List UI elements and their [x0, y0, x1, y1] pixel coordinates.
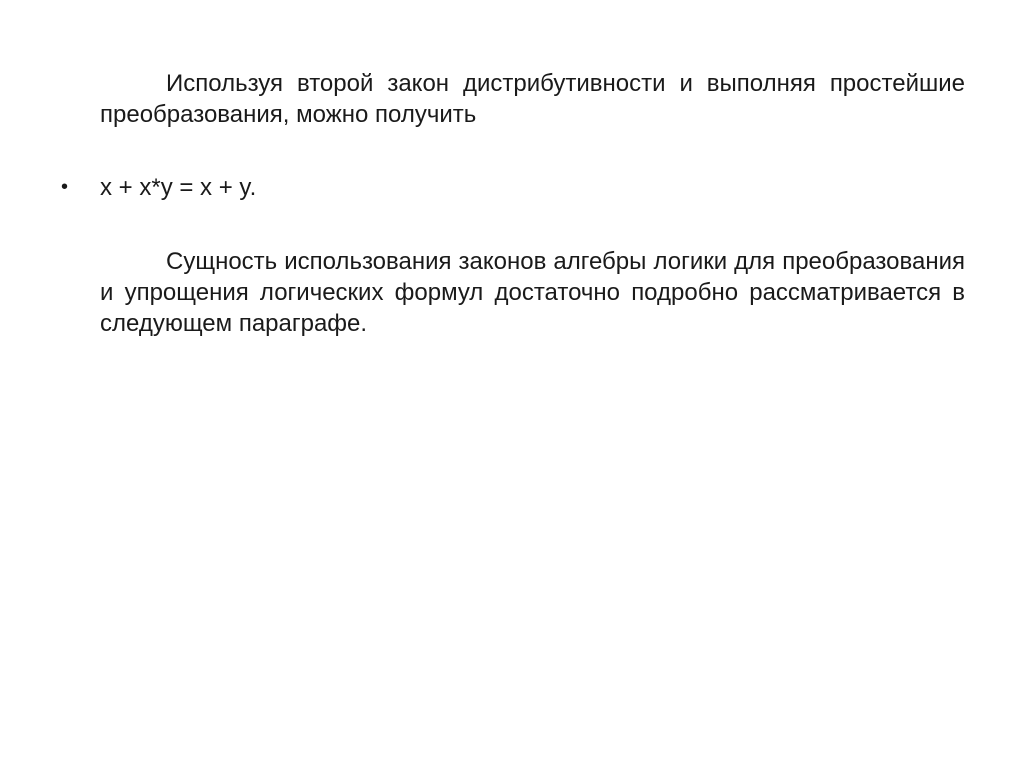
bullet-icon: •	[61, 176, 69, 198]
paragraph-logic-algebra: Сущность использования законов алгебры логики для преобразования и упрощения логических формул достаточно подробно рассматривается в следующем параграфе.	[100, 248, 965, 337]
paragraph-distributive-law: Используя второй закон дистрибутивности и выполняя простейшие преобразования, можно получить	[100, 70, 965, 128]
formula-bullet-item	[61, 172, 965, 203]
slide-content	[61, 68, 965, 339]
formula-text: x + x*y = x + y.	[100, 174, 257, 201]
